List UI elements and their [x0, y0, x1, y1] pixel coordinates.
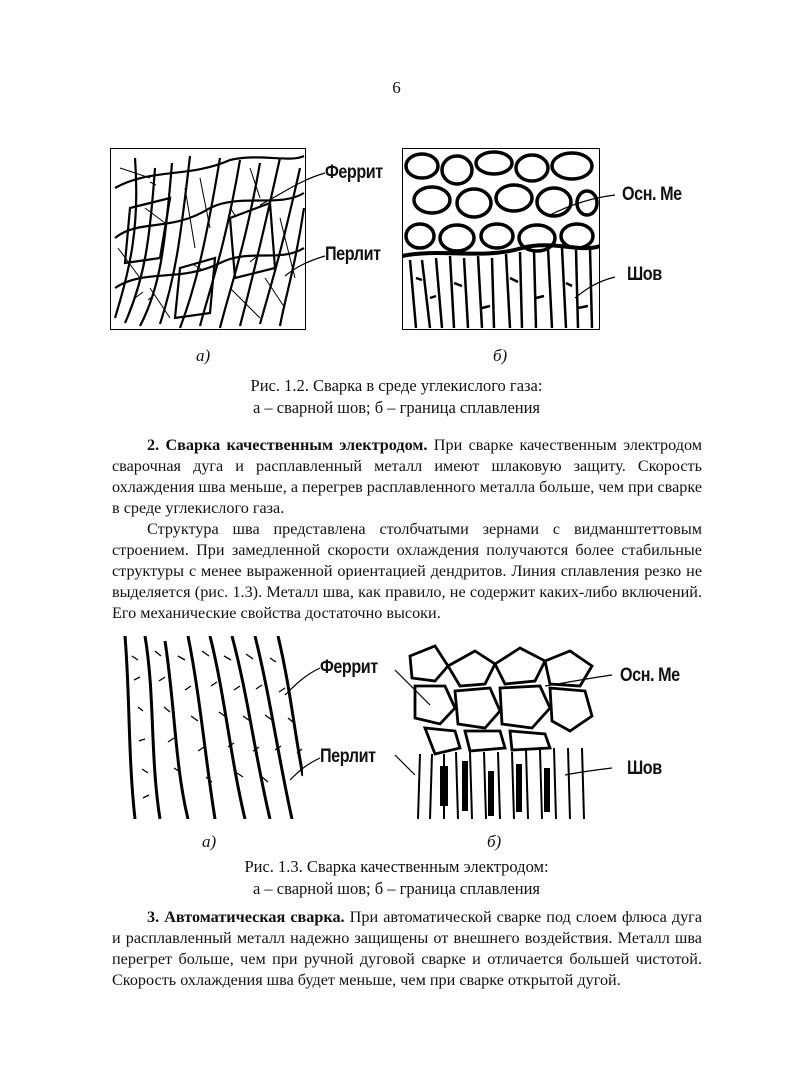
figure2-subfig-a: а): [202, 832, 217, 851]
page-number: 6: [392, 78, 401, 97]
figure1-subfig-a: а): [196, 346, 211, 365]
section2-text1: При сварке качественным электродом сварочная дуга и расплавленный металл имеют шлаковую защиту. Скорость охлаждения шва меньше, а перегрев расплавленного металла больше, чем при сварке в среде углекислого газа.: [112, 436, 703, 517]
figure1-subfig-b: б): [493, 346, 508, 365]
figure1-label-pearlite: Перлит: [325, 244, 381, 265]
section2-heading: 2. Сварка качественным электродом.: [147, 436, 428, 454]
section2-text: [112, 435, 702, 624]
section3-text: [112, 907, 702, 991]
section3-paragraph: [112, 907, 702, 991]
figure2-label-seam: Шов: [627, 758, 662, 779]
figure1-caption-line2: а – сварной шов; б – граница сплавления: [252, 398, 541, 417]
figure2-label-pearlite: Перлит: [320, 746, 376, 767]
figure1-label-ferrite: Феррит: [325, 162, 383, 183]
figure1-label-seam: Шов: [627, 264, 662, 285]
figure2-subfig-b: б): [487, 832, 502, 851]
section2-paragraph1: [112, 435, 702, 519]
section3-text-body: При автоматической сварке под слоем флюса дуга и расплавленный металл надежно защищены от внешнего воздействия. Металл шва перегрет больше, чем при ручной дуговой сварке и отличается большей чистотой. Скорость охлаждения шва будет меньше, чем при сварке открытой дугой.: [112, 908, 703, 989]
figure2-label-base-metal: Осн. Ме: [620, 665, 680, 686]
section2-paragraph2: Структура шва представлена столбчатыми зернами с видманштеттовым строением. При замедленной скорости охлаждения получаются более стабильные структуры с менее выраженной ориентацией дендритов. Линия сплавления резко не выделяется (рис. 1.3). Металл шва, как правило, не содержит каких-либо включений. Его механические свойства достаточно высоки.: [112, 520, 702, 622]
section3-heading: 3. Автоматическая сварка.: [147, 908, 345, 926]
figure2-pointer-lines: [0, 600, 793, 840]
figure1-pointer-lines: [0, 0, 793, 420]
figure2-caption-line2: а – сварной шов; б – граница сплавления: [252, 879, 541, 898]
figure2-caption-line1: Рис. 1.3. Сварка качественным электродом:: [244, 857, 549, 876]
figure1-caption-line1: Рис. 1.2. Сварка в среде углекислого газа:: [250, 376, 543, 395]
figure2-label-ferrite: Феррит: [320, 657, 378, 678]
figure1-label-base-metal: Осн. Ме: [622, 184, 682, 205]
